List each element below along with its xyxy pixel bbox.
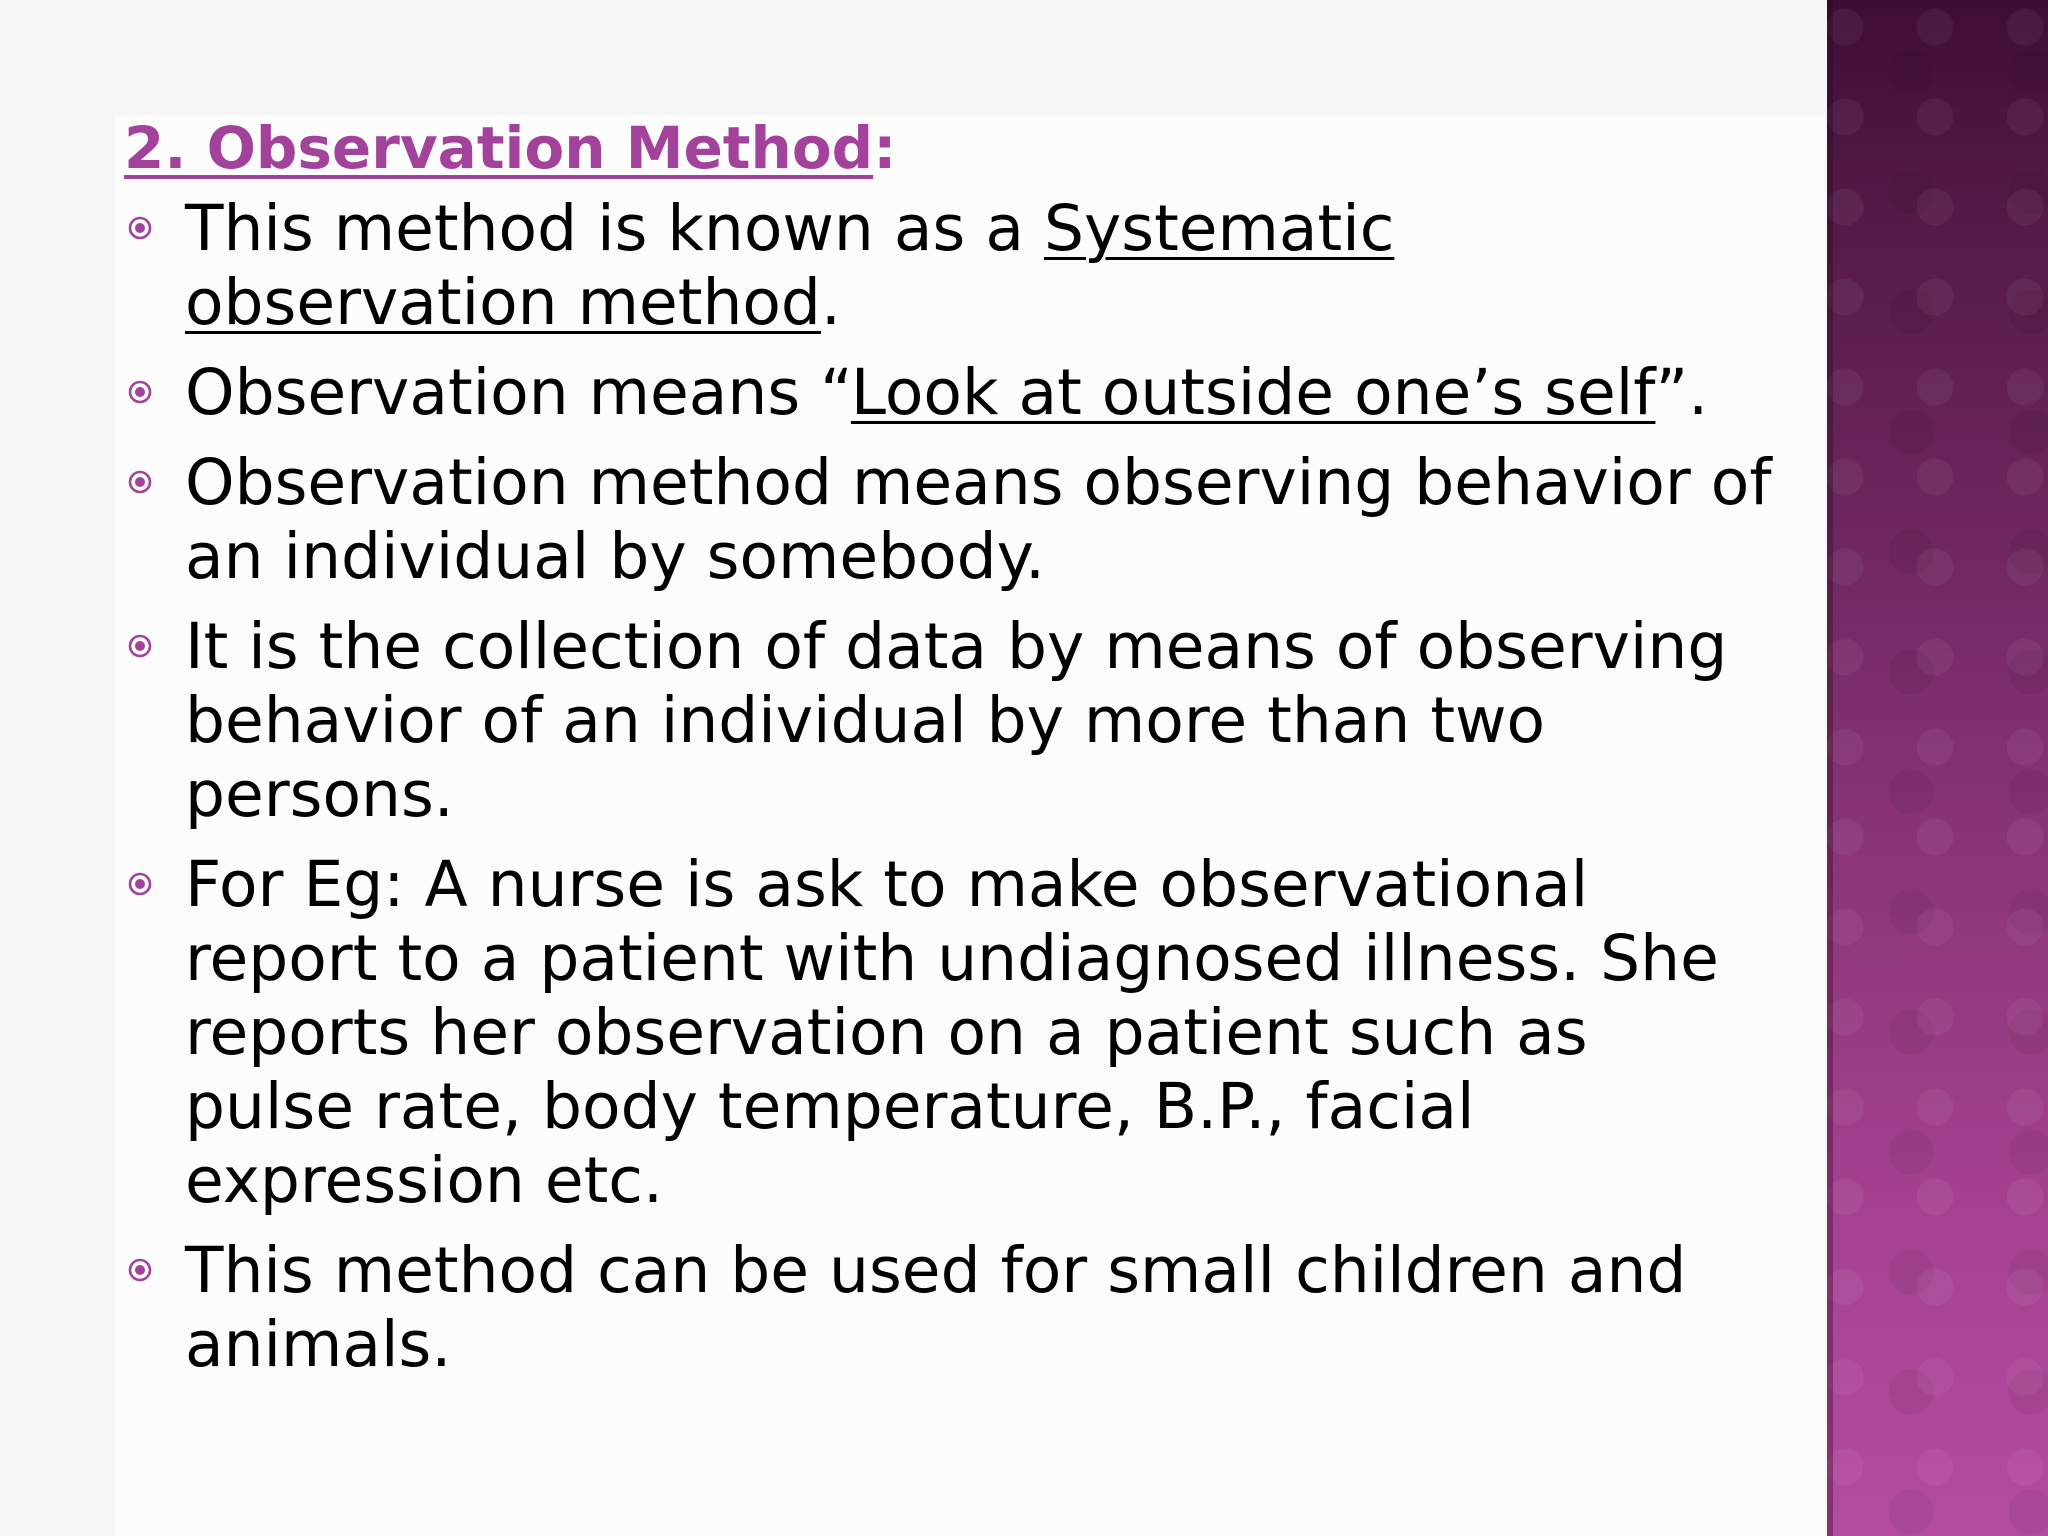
bullet-item: [124, 446, 1772, 594]
bullet-line: [185, 356, 1724, 430]
underlined-text: observation method: [185, 266, 821, 339]
bullet-text: persons.: [185, 758, 454, 831]
bullet-line: [185, 610, 1728, 684]
underlined-text: Systematic: [1043, 192, 1395, 265]
bullet-text: behavior of an individual by more than two: [185, 684, 1546, 757]
bullet-line: [185, 1144, 1724, 1218]
bullet-text: reports her observation on a patient such as: [185, 996, 1588, 1069]
bullet-line: [185, 758, 1724, 832]
bullet-line: [185, 446, 1772, 520]
bullet-text: expression etc.: [185, 1144, 663, 1217]
circled-dot-icon: [128, 634, 152, 658]
bullet-item: [124, 848, 1724, 1218]
bullet-item: [124, 356, 1724, 430]
bullet-line: [185, 1070, 1724, 1144]
bullet-line: [185, 922, 1724, 996]
decorative-side-band: [1827, 0, 2048, 1536]
slide-heading-title: 2. Observation Method: [124, 114, 874, 182]
bullet-text: Observation method means observing behavior of: [185, 446, 1772, 519]
slide-heading-colon: :: [873, 114, 897, 182]
bullet-line: [185, 848, 1724, 922]
bullet-line: [185, 520, 1724, 594]
circled-dot-icon: [128, 470, 152, 494]
bullet-item: [124, 192, 1724, 340]
bullet-list: [124, 192, 1772, 1382]
bullet-text: For Eg: A nurse is ask to make observational: [185, 848, 1589, 921]
underlined-text: Look at outside one’s self: [850, 356, 1656, 429]
bullet-text: an individual by somebody.: [185, 520, 1045, 593]
bullet-text: report to a patient with undiagnosed illness. She: [185, 922, 1719, 995]
bullet-text: animals.: [185, 1308, 452, 1381]
bullet-line: [185, 684, 1724, 758]
bullet-line: [185, 996, 1724, 1070]
circled-dot-icon: [128, 216, 152, 240]
slide-heading: [124, 108, 1724, 188]
bullet-item: [124, 610, 1728, 832]
bullet-text: ”.: [1655, 356, 1709, 429]
bullet-text: This method is known as a: [185, 192, 1044, 265]
bullet-text: This method can be used for small children and: [185, 1234, 1687, 1307]
bullet-line: [185, 192, 1724, 266]
bullet-text: Observation means “: [185, 356, 851, 429]
circled-dot-icon: [128, 380, 152, 404]
bullet-line: [185, 1234, 1724, 1308]
circled-dot-icon: [128, 1258, 152, 1282]
bullet-text: pulse rate, body temperature, B.P., facial: [185, 1070, 1475, 1143]
bullet-item: [124, 1234, 1724, 1382]
bullet-text: .: [820, 266, 841, 339]
side-band-edge: [1827, 0, 1833, 1536]
circled-dot-icon: [128, 872, 152, 896]
bullet-line: [185, 266, 1724, 340]
slide-text-box: [124, 108, 1772, 1398]
bullet-line: [185, 1308, 1724, 1382]
bullet-text: It is the collection of data by means of observing: [185, 610, 1728, 683]
